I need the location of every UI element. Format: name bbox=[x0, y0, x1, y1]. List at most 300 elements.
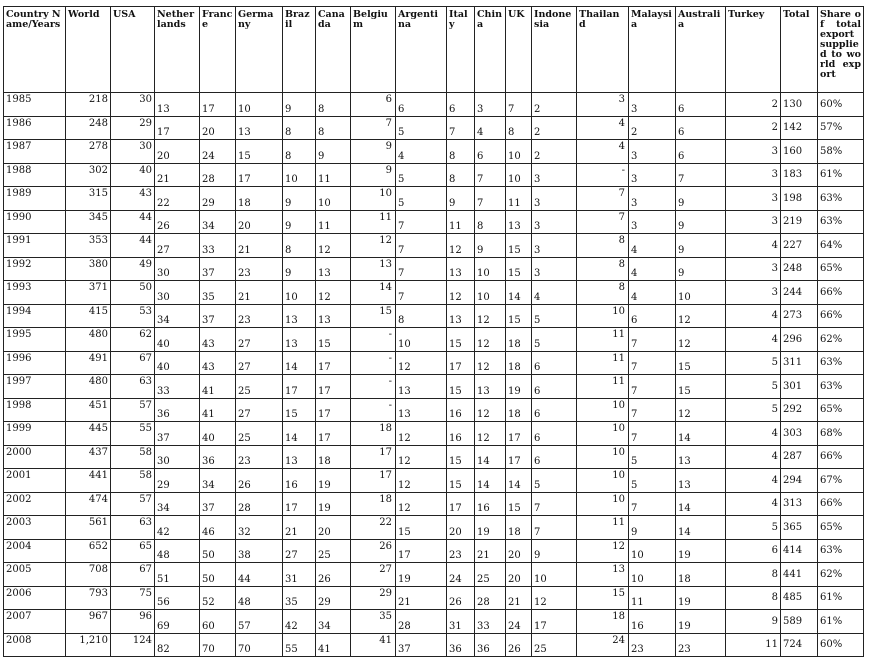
table-row bbox=[4, 187, 864, 211]
cell-turkey: 6 bbox=[726, 539, 781, 563]
cell-year: 1996 bbox=[4, 351, 66, 375]
cell-usa: 57 bbox=[111, 398, 155, 422]
cell-value: 12 bbox=[379, 235, 392, 246]
cell-malaysia: 10 bbox=[629, 563, 676, 587]
cell-thailand bbox=[577, 492, 629, 516]
cell-germany: 57 bbox=[236, 610, 283, 634]
cell-australia: 6 bbox=[676, 116, 726, 140]
cell-malaysia: 5 bbox=[629, 445, 676, 469]
cell-year: 1988 bbox=[4, 163, 66, 187]
cell-canada: 15 bbox=[316, 328, 351, 352]
cell-share: 61% bbox=[818, 610, 864, 634]
cell-argentina: 17 bbox=[396, 539, 447, 563]
cell-china: 19 bbox=[475, 516, 506, 540]
cell-usa: 67 bbox=[111, 351, 155, 375]
header-brazil: Brazil bbox=[283, 7, 316, 93]
cell-argentina: 12 bbox=[396, 469, 447, 493]
cell-year: 2002 bbox=[4, 492, 66, 516]
cell-world: 315 bbox=[66, 187, 111, 211]
cell-world: 652 bbox=[66, 539, 111, 563]
cell-total: 724 bbox=[781, 633, 818, 657]
cell-brazil: 8 bbox=[283, 116, 316, 140]
cell-total: 365 bbox=[781, 516, 818, 540]
cell-netherlands: 13 bbox=[155, 93, 200, 117]
cell-china: 7 bbox=[475, 187, 506, 211]
cell-world: 218 bbox=[66, 93, 111, 117]
cell-china: 13 bbox=[475, 375, 506, 399]
cell-brazil: 13 bbox=[283, 445, 316, 469]
cell-total: 313 bbox=[781, 492, 818, 516]
cell-turkey: 8 bbox=[726, 586, 781, 610]
cell-germany: 48 bbox=[236, 586, 283, 610]
cell-value: 22 bbox=[379, 517, 392, 528]
cell-share: 66% bbox=[818, 281, 864, 305]
cell-china: 25 bbox=[475, 563, 506, 587]
cell-turkey: 5 bbox=[726, 516, 781, 540]
cell-world: 415 bbox=[66, 304, 111, 328]
cell-germany: 28 bbox=[236, 492, 283, 516]
cell-china: 9 bbox=[475, 234, 506, 258]
cell-canada: 8 bbox=[316, 93, 351, 117]
export-table bbox=[3, 6, 864, 657]
header-belgium: Belgium bbox=[351, 7, 396, 93]
cell-value: 14 bbox=[379, 282, 392, 293]
cell-share: 61% bbox=[818, 586, 864, 610]
cell-total: 294 bbox=[781, 469, 818, 493]
cell-year: 1999 bbox=[4, 422, 66, 446]
cell-belgium bbox=[351, 445, 396, 469]
cell-belgium bbox=[351, 398, 396, 422]
cell-france: 37 bbox=[200, 257, 236, 281]
cell-share: 63% bbox=[818, 351, 864, 375]
cell-world: 491 bbox=[66, 351, 111, 375]
cell-value: 13 bbox=[379, 258, 392, 270]
table-row bbox=[4, 398, 864, 422]
cell-brazil: 15 bbox=[283, 398, 316, 422]
table-row bbox=[4, 563, 864, 587]
cell-brazil: 10 bbox=[283, 281, 316, 305]
cell-value: 15 bbox=[379, 305, 392, 317]
cell-belgium bbox=[351, 469, 396, 493]
cell-thailand bbox=[577, 93, 629, 117]
cell-year: 2006 bbox=[4, 586, 66, 610]
cell-year: 1994 bbox=[4, 304, 66, 328]
cell-france: 28 bbox=[200, 163, 236, 187]
cell-france: 43 bbox=[200, 351, 236, 375]
cell-year: 1986 bbox=[4, 116, 66, 140]
cell-germany: 23 bbox=[236, 445, 283, 469]
cell-value: 29 bbox=[379, 587, 392, 599]
cell-year: 1989 bbox=[4, 187, 66, 211]
cell-value: - bbox=[388, 399, 392, 411]
header-turkey: Turkey bbox=[726, 7, 781, 93]
cell-malaysia: 9 bbox=[629, 516, 676, 540]
cell-uk: 17 bbox=[506, 422, 532, 446]
cell-year: 1990 bbox=[4, 210, 66, 234]
cell-france: 34 bbox=[200, 210, 236, 234]
cell-germany: 10 bbox=[236, 93, 283, 117]
cell-malaysia: 23 bbox=[629, 633, 676, 657]
cell-belgium bbox=[351, 93, 396, 117]
cell-value: 10 bbox=[612, 446, 625, 458]
cell-malaysia: 4 bbox=[629, 234, 676, 258]
cell-share: 68% bbox=[818, 422, 864, 446]
cell-total: 303 bbox=[781, 422, 818, 446]
cell-germany: 44 bbox=[236, 563, 283, 587]
cell-thailand bbox=[577, 210, 629, 234]
cell-value: 4 bbox=[618, 141, 625, 152]
cell-malaysia: 3 bbox=[629, 163, 676, 187]
header-italy: Italy bbox=[447, 7, 475, 93]
cell-value: 7 bbox=[618, 211, 625, 223]
cell-canada: 10 bbox=[316, 187, 351, 211]
cell-value: 18 bbox=[612, 611, 625, 622]
cell-france: 17 bbox=[200, 93, 236, 117]
cell-netherlands: 51 bbox=[155, 563, 200, 587]
cell-uk: 24 bbox=[506, 610, 532, 634]
cell-australia: 7 bbox=[676, 163, 726, 187]
cell-thailand bbox=[577, 140, 629, 164]
cell-turkey: 4 bbox=[726, 469, 781, 493]
cell-argentina: 4 bbox=[396, 140, 447, 164]
cell-china: 8 bbox=[475, 210, 506, 234]
cell-italy: 15 bbox=[447, 469, 475, 493]
cell-world: 437 bbox=[66, 445, 111, 469]
cell-france: 33 bbox=[200, 234, 236, 258]
table-row bbox=[4, 445, 864, 469]
cell-uk: 11 bbox=[506, 187, 532, 211]
cell-france: 37 bbox=[200, 492, 236, 516]
cell-malaysia: 7 bbox=[629, 328, 676, 352]
cell-belgium bbox=[351, 257, 396, 281]
cell-germany: 27 bbox=[236, 398, 283, 422]
cell-brazil: 31 bbox=[283, 563, 316, 587]
cell-malaysia: 3 bbox=[629, 93, 676, 117]
cell-china: 33 bbox=[475, 610, 506, 634]
cell-value: 7 bbox=[618, 188, 625, 199]
cell-year: 1991 bbox=[4, 234, 66, 258]
cell-thailand bbox=[577, 328, 629, 352]
cell-year: 2000 bbox=[4, 445, 66, 469]
table-row bbox=[4, 422, 864, 446]
cell-italy: 11 bbox=[447, 210, 475, 234]
cell-canada: 20 bbox=[316, 516, 351, 540]
header-australia: Australia bbox=[676, 7, 726, 93]
cell-thailand bbox=[577, 257, 629, 281]
cell-canada: 26 bbox=[316, 563, 351, 587]
cell-value: 10 bbox=[379, 188, 392, 199]
cell-australia: 13 bbox=[676, 469, 726, 493]
cell-belgium bbox=[351, 116, 396, 140]
cell-turkey: 2 bbox=[726, 116, 781, 140]
cell-argentina: 10 bbox=[396, 328, 447, 352]
cell-usa: 57 bbox=[111, 492, 155, 516]
cell-argentina: 12 bbox=[396, 351, 447, 375]
cell-france: 29 bbox=[200, 187, 236, 211]
cell-australia: 19 bbox=[676, 539, 726, 563]
cell-brazil: 17 bbox=[283, 375, 316, 399]
cell-usa: 65 bbox=[111, 539, 155, 563]
cell-canada: 8 bbox=[316, 116, 351, 140]
cell-thailand bbox=[577, 422, 629, 446]
cell-value: 11 bbox=[612, 517, 625, 528]
cell-usa: 96 bbox=[111, 610, 155, 634]
cell-italy: 15 bbox=[447, 328, 475, 352]
cell-share: 58% bbox=[818, 140, 864, 164]
cell-turkey: 2 bbox=[726, 93, 781, 117]
table-row bbox=[4, 633, 864, 657]
cell-world: 345 bbox=[66, 210, 111, 234]
cell-netherlands: 36 bbox=[155, 398, 200, 422]
cell-brazil: 9 bbox=[283, 187, 316, 211]
cell-indonesia: 6 bbox=[532, 398, 577, 422]
cell-indonesia: 9 bbox=[532, 539, 577, 563]
cell-netherlands: 40 bbox=[155, 328, 200, 352]
cell-turkey: 4 bbox=[726, 422, 781, 446]
cell-turkey: 4 bbox=[726, 304, 781, 328]
cell-total: 142 bbox=[781, 116, 818, 140]
cell-belgium bbox=[351, 563, 396, 587]
cell-thailand bbox=[577, 281, 629, 305]
cell-value: 6 bbox=[385, 94, 392, 105]
cell-australia: 12 bbox=[676, 304, 726, 328]
cell-turkey: 3 bbox=[726, 163, 781, 187]
cell-thailand bbox=[577, 610, 629, 634]
cell-value: 7 bbox=[385, 117, 392, 129]
cell-netherlands: 30 bbox=[155, 257, 200, 281]
cell-value: 9 bbox=[385, 141, 392, 152]
cell-year: 1995 bbox=[4, 328, 66, 352]
header-country-years: Country Name/Years bbox=[4, 7, 66, 93]
cell-belgium bbox=[351, 610, 396, 634]
cell-year: 1987 bbox=[4, 140, 66, 164]
cell-china: 12 bbox=[475, 422, 506, 446]
cell-value: 10 bbox=[612, 423, 625, 434]
cell-usa: 43 bbox=[111, 187, 155, 211]
cell-italy: 9 bbox=[447, 187, 475, 211]
cell-world: 451 bbox=[66, 398, 111, 422]
cell-netherlands: 82 bbox=[155, 633, 200, 657]
cell-malaysia: 7 bbox=[629, 398, 676, 422]
cell-brazil: 27 bbox=[283, 539, 316, 563]
cell-belgium bbox=[351, 516, 396, 540]
cell-uk: 15 bbox=[506, 257, 532, 281]
cell-uk: 26 bbox=[506, 633, 532, 657]
cell-world: 793 bbox=[66, 586, 111, 610]
cell-uk: 19 bbox=[506, 375, 532, 399]
cell-france: 46 bbox=[200, 516, 236, 540]
cell-argentina: 12 bbox=[396, 422, 447, 446]
cell-belgium bbox=[351, 234, 396, 258]
cell-netherlands: 22 bbox=[155, 187, 200, 211]
cell-china: 36 bbox=[475, 633, 506, 657]
cell-usa: 124 bbox=[111, 633, 155, 657]
cell-value: 35 bbox=[379, 611, 392, 622]
cell-argentina: 12 bbox=[396, 492, 447, 516]
cell-total: 441 bbox=[781, 563, 818, 587]
cell-china: 7 bbox=[475, 163, 506, 187]
cell-argentina: 5 bbox=[396, 187, 447, 211]
cell-thailand bbox=[577, 234, 629, 258]
cell-indonesia: 7 bbox=[532, 492, 577, 516]
cell-value: - bbox=[621, 164, 625, 176]
cell-australia: 6 bbox=[676, 140, 726, 164]
cell-belgium bbox=[351, 163, 396, 187]
cell-china: 12 bbox=[475, 351, 506, 375]
cell-total: 244 bbox=[781, 281, 818, 305]
cell-italy: 7 bbox=[447, 116, 475, 140]
cell-usa: 40 bbox=[111, 163, 155, 187]
cell-uk: 18 bbox=[506, 398, 532, 422]
cell-usa: 50 bbox=[111, 281, 155, 305]
cell-share: 61% bbox=[818, 163, 864, 187]
cell-belgium bbox=[351, 187, 396, 211]
cell-indonesia: 3 bbox=[532, 210, 577, 234]
cell-italy: 16 bbox=[447, 422, 475, 446]
cell-turkey: 4 bbox=[726, 445, 781, 469]
cell-year: 1993 bbox=[4, 281, 66, 305]
cell-value: 17 bbox=[379, 470, 392, 481]
cell-germany: 17 bbox=[236, 163, 283, 187]
cell-france: 41 bbox=[200, 375, 236, 399]
cell-total: 183 bbox=[781, 163, 818, 187]
table-row bbox=[4, 257, 864, 281]
cell-value: - bbox=[388, 352, 392, 364]
cell-argentina: 13 bbox=[396, 375, 447, 399]
cell-usa: 62 bbox=[111, 328, 155, 352]
cell-indonesia: 4 bbox=[532, 281, 577, 305]
cell-world: 474 bbox=[66, 492, 111, 516]
cell-germany: 32 bbox=[236, 516, 283, 540]
cell-share: 57% bbox=[818, 116, 864, 140]
cell-france: 37 bbox=[200, 304, 236, 328]
cell-total: 287 bbox=[781, 445, 818, 469]
cell-world: 967 bbox=[66, 610, 111, 634]
header-world: World bbox=[66, 7, 111, 93]
cell-share: 63% bbox=[818, 539, 864, 563]
cell-brazil: 9 bbox=[283, 257, 316, 281]
cell-indonesia: 5 bbox=[532, 469, 577, 493]
table-row bbox=[4, 234, 864, 258]
cell-germany: 27 bbox=[236, 328, 283, 352]
cell-brazil: 13 bbox=[283, 304, 316, 328]
cell-argentina: 8 bbox=[396, 304, 447, 328]
cell-brazil: 9 bbox=[283, 93, 316, 117]
cell-total: 292 bbox=[781, 398, 818, 422]
cell-thailand bbox=[577, 563, 629, 587]
cell-turkey: 3 bbox=[726, 187, 781, 211]
cell-australia: 14 bbox=[676, 492, 726, 516]
cell-year: 2005 bbox=[4, 563, 66, 587]
cell-canada: 25 bbox=[316, 539, 351, 563]
table-row bbox=[4, 328, 864, 352]
cell-total: 160 bbox=[781, 140, 818, 164]
cell-argentina: 5 bbox=[396, 116, 447, 140]
header-row bbox=[4, 7, 864, 93]
cell-value: - bbox=[388, 329, 392, 340]
header-uk: UK bbox=[506, 7, 532, 93]
cell-thailand bbox=[577, 351, 629, 375]
cell-china: 10 bbox=[475, 281, 506, 305]
cell-world: 248 bbox=[66, 116, 111, 140]
cell-china: 10 bbox=[475, 257, 506, 281]
cell-indonesia: 6 bbox=[532, 445, 577, 469]
cell-australia: 12 bbox=[676, 328, 726, 352]
cell-indonesia: 2 bbox=[532, 140, 577, 164]
cell-uk: 17 bbox=[506, 445, 532, 469]
cell-world: 441 bbox=[66, 469, 111, 493]
header-thailand: Thailand bbox=[577, 7, 629, 93]
cell-value: - bbox=[388, 376, 392, 387]
cell-belgium bbox=[351, 586, 396, 610]
cell-total: 130 bbox=[781, 93, 818, 117]
cell-value: 41 bbox=[379, 634, 392, 646]
cell-china: 12 bbox=[475, 328, 506, 352]
cell-brazil: 9 bbox=[283, 210, 316, 234]
header-netherlands: Netherlands bbox=[155, 7, 200, 93]
cell-world: 480 bbox=[66, 375, 111, 399]
cell-belgium bbox=[351, 210, 396, 234]
cell-share: 67% bbox=[818, 469, 864, 493]
cell-thailand bbox=[577, 304, 629, 328]
cell-share: 66% bbox=[818, 492, 864, 516]
cell-indonesia: 3 bbox=[532, 163, 577, 187]
header-malaysia: Malaysia bbox=[629, 7, 676, 93]
cell-netherlands: 40 bbox=[155, 351, 200, 375]
cell-usa: 58 bbox=[111, 469, 155, 493]
cell-italy: 12 bbox=[447, 234, 475, 258]
cell-world: 445 bbox=[66, 422, 111, 446]
cell-france: 70 bbox=[200, 633, 236, 657]
cell-australia: 9 bbox=[676, 187, 726, 211]
cell-canada: 13 bbox=[316, 304, 351, 328]
cell-germany: 38 bbox=[236, 539, 283, 563]
cell-share: 60% bbox=[818, 93, 864, 117]
cell-share: 62% bbox=[818, 563, 864, 587]
cell-value: 10 bbox=[612, 305, 625, 317]
cell-netherlands: 42 bbox=[155, 516, 200, 540]
cell-china: 3 bbox=[475, 93, 506, 117]
table-row bbox=[4, 586, 864, 610]
table-row bbox=[4, 610, 864, 634]
cell-total: 273 bbox=[781, 304, 818, 328]
header-argentina: Argentina bbox=[396, 7, 447, 93]
cell-italy: 16 bbox=[447, 398, 475, 422]
cell-netherlands: 26 bbox=[155, 210, 200, 234]
cell-italy: 15 bbox=[447, 445, 475, 469]
cell-uk: 13 bbox=[506, 210, 532, 234]
cell-france: 41 bbox=[200, 398, 236, 422]
cell-share: 63% bbox=[818, 210, 864, 234]
cell-italy: 13 bbox=[447, 304, 475, 328]
cell-uk: 8 bbox=[506, 116, 532, 140]
cell-indonesia: 5 bbox=[532, 328, 577, 352]
cell-turkey: 3 bbox=[726, 257, 781, 281]
cell-value: 13 bbox=[612, 564, 625, 575]
cell-netherlands: 48 bbox=[155, 539, 200, 563]
cell-france: 36 bbox=[200, 445, 236, 469]
cell-netherlands: 27 bbox=[155, 234, 200, 258]
cell-belgium bbox=[351, 492, 396, 516]
cell-netherlands: 30 bbox=[155, 281, 200, 305]
cell-canada: 29 bbox=[316, 586, 351, 610]
cell-turkey: 9 bbox=[726, 610, 781, 634]
cell-italy: 24 bbox=[447, 563, 475, 587]
cell-australia: 9 bbox=[676, 210, 726, 234]
cell-argentina: 37 bbox=[396, 633, 447, 657]
cell-china: 14 bbox=[475, 469, 506, 493]
cell-turkey: 3 bbox=[726, 140, 781, 164]
